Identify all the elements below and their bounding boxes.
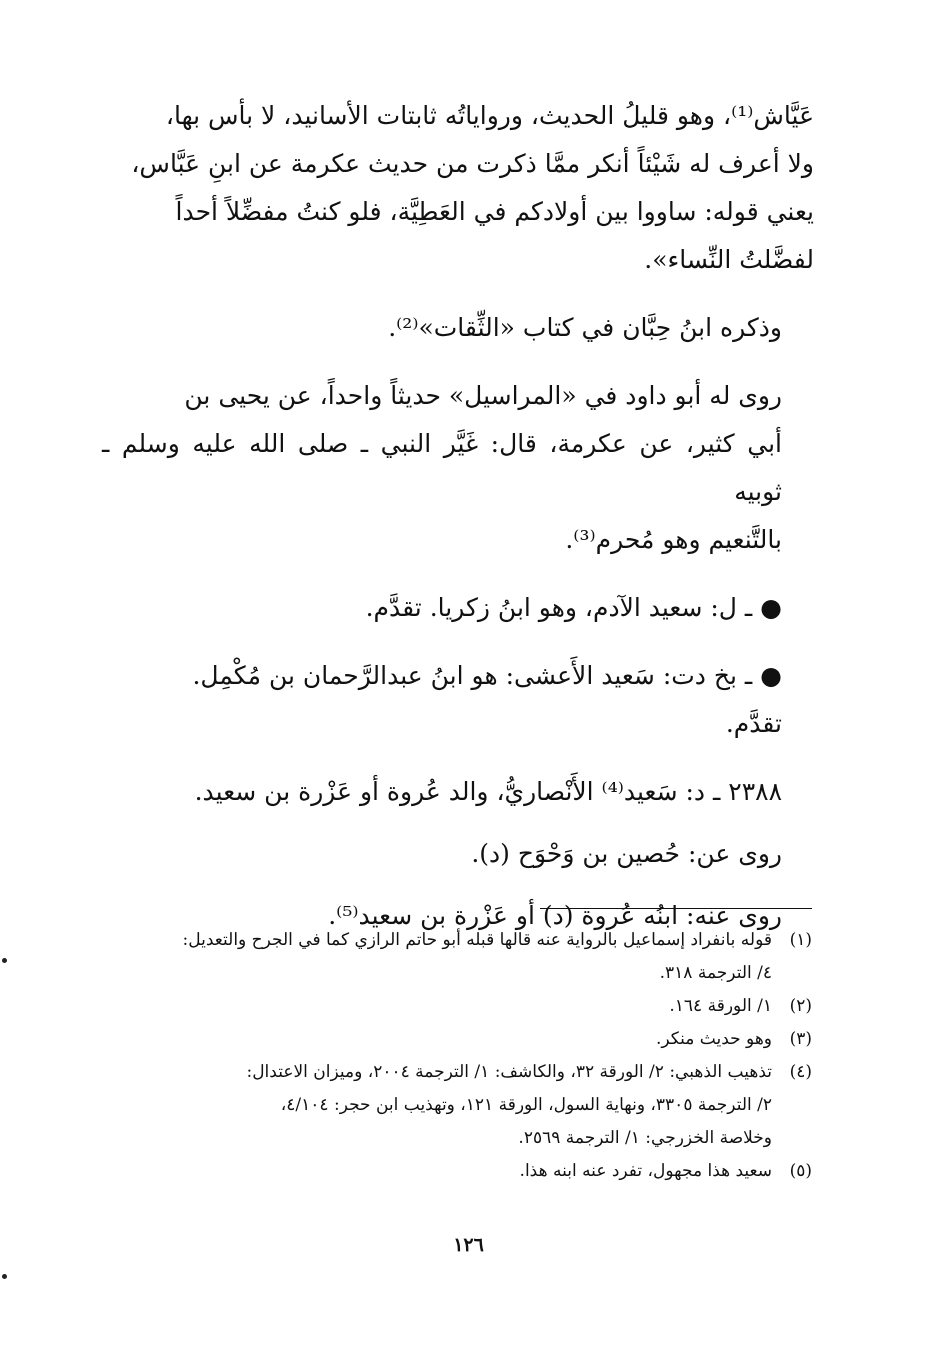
footnote-text bbox=[108, 990, 772, 1023]
main-text bbox=[102, 92, 814, 940]
footnotes bbox=[108, 924, 812, 1188]
footnote-5 bbox=[108, 1155, 812, 1188]
footnote-2 bbox=[108, 990, 812, 1023]
text-line: ● ـ ل: سعيد الآدم، وهو ابنُ زكريا. تقدَّم. bbox=[365, 593, 782, 622]
footnote-line: وخلاصة الخزرجي: ١/ الترجمة ٢٥٦٩. bbox=[518, 1128, 772, 1148]
text-line: عَيَّاش⁽¹⁾، وهو قليلُ الحديث، ورواياتُه ثابتات الأسانيد، لا بأس بها، bbox=[165, 101, 814, 130]
page-number: ١٢٦ bbox=[453, 1234, 484, 1256]
text-line: يعني قوله: ساووا بين أولادكم في العَطِيَّة، فلو كنتُ مفضِّلاً أحداً bbox=[175, 197, 814, 226]
footnote-text bbox=[108, 1155, 772, 1188]
text-line: ٢٣٨٨ ـ د: سَعيد⁽⁴⁾ الأَنْصاريُّ، والد عُروة أو عَزْرة بن سعيد. bbox=[194, 777, 782, 806]
footnote-3 bbox=[108, 1023, 812, 1056]
scan-speck bbox=[2, 1274, 7, 1279]
footnote-number: (٢) bbox=[789, 996, 812, 1016]
footnote-number: (٣) bbox=[789, 1029, 812, 1049]
footnote-line: ٤/ الترجمة ٣١٨. bbox=[659, 963, 772, 983]
text-line: لفضَّلتُ النِّساء». bbox=[644, 245, 814, 274]
entry-cross-reference-1 bbox=[102, 584, 814, 632]
footnote-text bbox=[108, 1056, 772, 1155]
text-line: بالتَّنعيم وهو مُحرم⁽³⁾. bbox=[565, 525, 782, 554]
footnote-line: ٢/ الترجمة ٣٣٠٥، ونهاية السول، الورقة ١٢١، وتهذيب ابن حجر: ٤/١٠٤، bbox=[280, 1095, 772, 1115]
footnote-separator bbox=[540, 908, 812, 909]
text-line: ● ـ بخ دت: سَعيد الأَعشى: هو ابنُ عبدالرَّحمان بن مُكْمِل. bbox=[192, 661, 782, 690]
footnote-line: تذهيب الذهبي: ٢/ الورقة ٣٢، والكاشف: ١/ الترجمة ٢٠٠٤، وميزان الاعتدال: bbox=[246, 1062, 772, 1082]
entry-heading-2388 bbox=[102, 768, 814, 816]
footnote-text bbox=[108, 924, 772, 990]
paragraph-3 bbox=[102, 372, 814, 564]
entry-cross-reference-2 bbox=[102, 652, 814, 748]
footnote-line: ١/ الورقة ١٦٤. bbox=[669, 996, 772, 1016]
footnote-line: قوله بانفراد إسماعيل بالرواية عنه قالها قبله أبو حاتم الرازي كما في الجرح والتعديل: bbox=[182, 930, 772, 950]
footnote-line: سعيد هذا مجهول، تفرد عنه ابنه هذا. bbox=[519, 1161, 772, 1181]
footnote-line: وهو حديث منكر. bbox=[655, 1029, 772, 1049]
text-line: روى عنه: ابنُه عُروة (د) أو عَزْرة بن سعيد⁽⁵⁾. bbox=[328, 901, 782, 930]
text-line: ولا أعرف له شَيْئاً أنكر ممَّا ذكرت من حديث عكرمة عن ابنِ عَبَّاس، bbox=[131, 149, 814, 178]
footnote-number: (٤) bbox=[789, 1062, 812, 1082]
footnote-text bbox=[108, 1023, 772, 1056]
narrated-from bbox=[102, 830, 814, 878]
footnote-1 bbox=[108, 924, 812, 990]
text-line: وذكره ابنُ حِبَّان في كتاب «الثِّقات»⁽²⁾. bbox=[388, 313, 782, 342]
footnote-4 bbox=[108, 1056, 812, 1155]
footnote-number: (٥) bbox=[789, 1161, 812, 1181]
paragraph-1 bbox=[102, 92, 814, 284]
paragraph-2 bbox=[102, 304, 814, 352]
text-line: روى عن: حُصين بن وَحْوَح (د). bbox=[471, 839, 782, 868]
footnote-number: (١) bbox=[789, 930, 812, 950]
text-line: أبي كثير، عن عكرمة، قال: غَيَّر النبي ـ صلى الله عليه وسلم ـ ثوبيه bbox=[102, 429, 782, 506]
text-line: روى له أبو داود في «المراسيل» حديثاً واحداً، عن يحيى بن bbox=[184, 381, 782, 410]
text-line: تقدَّم. bbox=[725, 709, 782, 738]
scan-speck bbox=[2, 958, 7, 963]
